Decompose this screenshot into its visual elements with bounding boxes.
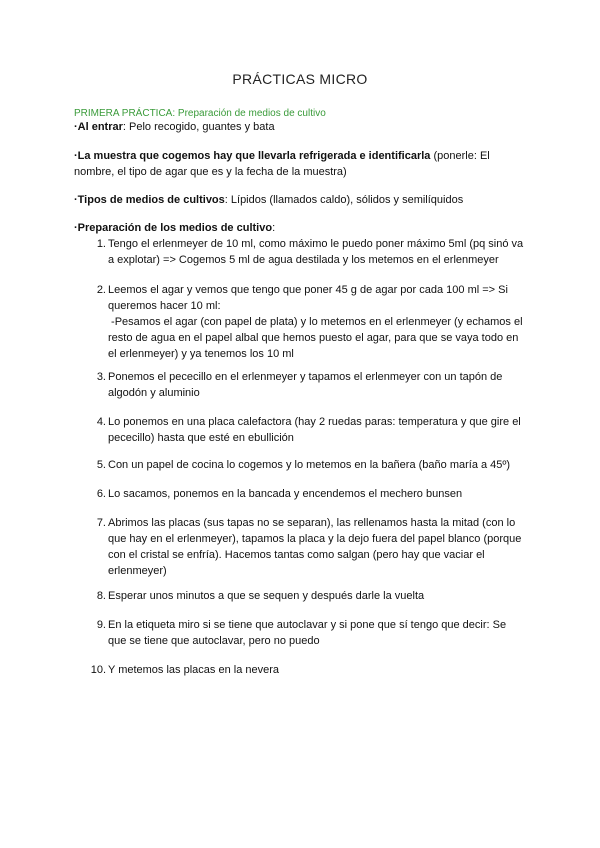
list-item-number: 1. <box>96 238 106 250</box>
list-item-number: 6. <box>96 488 106 500</box>
list-item-line: Con un papel de cocina lo cogemos y lo metemos en la bañera (baño maría a 45º) <box>108 459 511 471</box>
list-item-number: 3. <box>96 371 106 383</box>
list-item-line: que hay en el erlenmeyer), tapamos la placa y la dejo fuera del papel blanco (porque <box>108 533 522 545</box>
list-item <box>90 414 530 446</box>
list-item-number: 2. <box>96 284 106 296</box>
page-title: PRÁCTICAS MICRO <box>232 71 368 87</box>
list-item-line: resto de agua en el papel albal que hemos puesto el agar, para que se vaya todo en <box>108 332 519 344</box>
list-item-line: queremos hacer 10 ml: <box>108 300 221 312</box>
list-item-line: erlenmeyer) <box>108 565 167 577</box>
tipos-line <box>74 192 463 208</box>
list-item <box>90 515 530 579</box>
list-item-line: que se tiene que autoclavar, pero no puedo <box>108 635 320 647</box>
list-item-line: En la etiqueta miro si se tiene que autoclavar y si pone que sí tengo que decir: Se <box>108 619 507 631</box>
al-entrar-label: ·Al entrar <box>74 121 123 133</box>
list-item-line: pececillo) hasta que esté en ebullición <box>108 432 294 444</box>
list-item-line: Tengo el erlenmeyer de 10 ml, como máximo le puedo poner máximo 5ml (pq sinó va <box>108 238 524 250</box>
list-item-line: a explotar) => Cogemos 5 ml de agua destilada y los metemos en el erlenmeyer <box>108 254 499 266</box>
list-item-number: 7. <box>96 517 106 529</box>
list-item <box>90 236 530 268</box>
list-item-line: con el cristal se enfría). Hacemos tantas como salgan (pero hay que vaciar el <box>108 549 485 561</box>
list-item-line: -Pesamos el agar (con papel de plata) y lo metemos en el erlenmeyer (y echamos el <box>108 316 523 328</box>
muestra-text: (ponerle: El <box>430 150 490 162</box>
list-item <box>90 457 530 473</box>
list-item-number: 10. <box>90 664 106 676</box>
al-entrar-text: : Pelo recogido, guantes y bata <box>122 121 275 133</box>
list-item-line: el erlenmeyer) y ya tenemos los 10 ml <box>108 348 294 360</box>
list-item-line: Esperar unos minutos a que se sequen y después darle la vuelta <box>108 590 425 602</box>
list-item <box>90 282 530 362</box>
muestra-line <box>74 148 490 164</box>
list-item-line: Ponemos el pececillo en el erlenmeyer y tapamos el erlenmeyer con un tapón de <box>108 371 503 383</box>
list-item <box>90 486 530 502</box>
list-item <box>90 588 530 604</box>
list-item <box>90 369 530 401</box>
list-item-line: Y metemos las placas en la nevera <box>108 664 279 676</box>
al-entrar-line <box>74 119 275 135</box>
list-item-line: algodón y aluminio <box>108 387 200 399</box>
list-item-number: 8. <box>96 590 106 602</box>
list-item-number: 9. <box>96 619 106 631</box>
prep-text: : <box>272 222 276 234</box>
muestra-line-2: nombre, el tipo de agar que es y la fecha de la muestra) <box>74 166 347 178</box>
prep-label: ·Preparación de los medios de cultivo <box>74 222 273 234</box>
prep-line <box>74 220 275 236</box>
section-heading: PRIMERA PRÁCTICA: Preparación de medios de cultivo <box>74 108 326 119</box>
list-item <box>90 662 530 678</box>
list-item-line: Lo sacamos, ponemos en la bancada y encendemos el mechero bunsen <box>108 488 463 500</box>
list-item-line: Abrimos las placas (sus tapas no se separan), las rellenamos hasta la mitad (con lo <box>108 517 516 529</box>
list-item <box>90 617 530 649</box>
tipos-text: : Lípidos (llamados caldo), sólidos y semilíquidos <box>224 194 464 206</box>
list-item-number: 5. <box>96 459 106 471</box>
tipos-label: ·Tipos de medios de cultivos <box>74 194 225 206</box>
list-item-number: 4. <box>96 416 106 428</box>
list-item-line: Leemos el agar y vemos que tengo que poner 45 g de agar por cada 100 ml => Si <box>108 284 508 296</box>
muestra-label: ·La muestra que cogemos hay que llevarla refrigerada e identificarla <box>74 150 431 162</box>
list-item-line: Lo ponemos en una placa calefactora (hay 2 ruedas paras: temperatura y que gire el <box>108 416 521 428</box>
